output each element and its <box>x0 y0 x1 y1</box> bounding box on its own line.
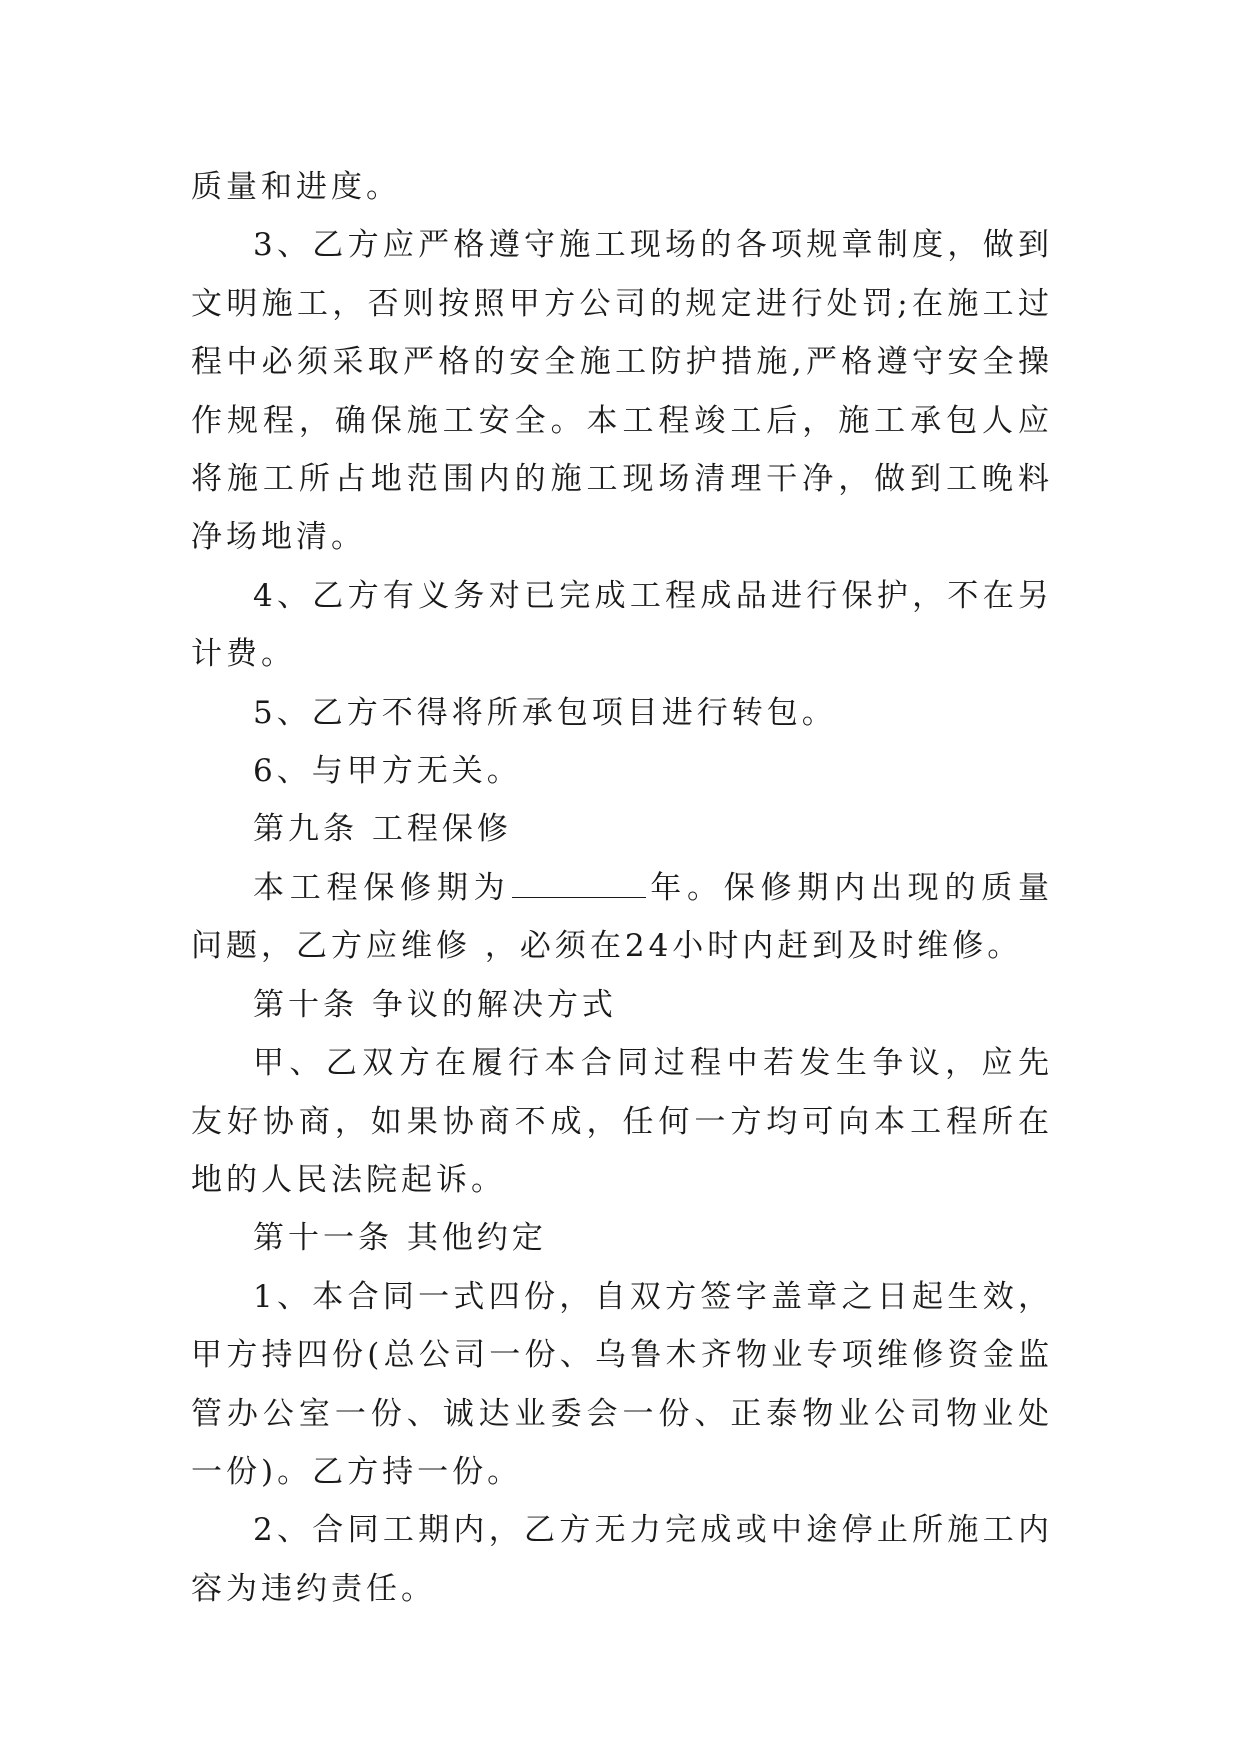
warranty-years-blank <box>512 869 646 898</box>
clause-6-unrelated: 6、与甲方无关。 <box>253 753 522 790</box>
article-10-dispute-text: 甲、乙双方在履行本合同过程中若发生争议，应先友好协商，如果协商不成，任何一方均可向本工程所在地的人民法院起诉。 <box>191 1045 1053 1198</box>
article-11-clause-2: 2、合同工期内，乙方无力完成或中途停止所施工内容为违约责任。 <box>191 1512 1053 1607</box>
warranty-text-after: 年。保修期内出现的质量问题，乙方应维修 ，必须在24小时内赶到及时维修。 <box>191 869 1054 965</box>
warranty-text-before: 本工程保修期为 <box>253 869 511 906</box>
article-10-heading: 第十条 争议的解决方式 <box>253 986 617 1023</box>
clause-3-site-rules: 3、乙方应严格遵守施工现场的各项规章制度，做到文明施工，否则按照甲方公司的规定进行处罚;在施工过程中必须采取严格的安全施工防护措施,严格遵守安全操作规程，确保施工安全。本工程竣工后，施工承包人应将施工所占地范围内的施工现场清理干净，做到工晚料净场地清。 <box>191 227 1053 556</box>
paragraph-quality-progress: 质量和进度。 <box>191 169 401 205</box>
clause-4-protection: 4、乙方有义务对已完成工程成品进行保护，不在另计费。 <box>191 577 1053 673</box>
article-11-clause-1: 1、本合同一式四份，自双方签字盖章之日起生效，甲方持四份(总公司一份、乌鲁木齐物业专项维修资金监管办公室一份、诚达业委会一份、正泰物业公司物业处一份)。乙方持一份。 <box>191 1278 1053 1490</box>
article-11-heading: 第十一条 其他约定 <box>253 1220 547 1257</box>
clause-5-no-subcontract: 5、乙方不得将所承包项目进行转包。 <box>253 694 837 731</box>
article-9-warranty-text <box>191 859 1053 976</box>
article-9-heading: 第九条 工程保修 <box>253 811 512 848</box>
contract-text <box>191 158 1053 1618</box>
